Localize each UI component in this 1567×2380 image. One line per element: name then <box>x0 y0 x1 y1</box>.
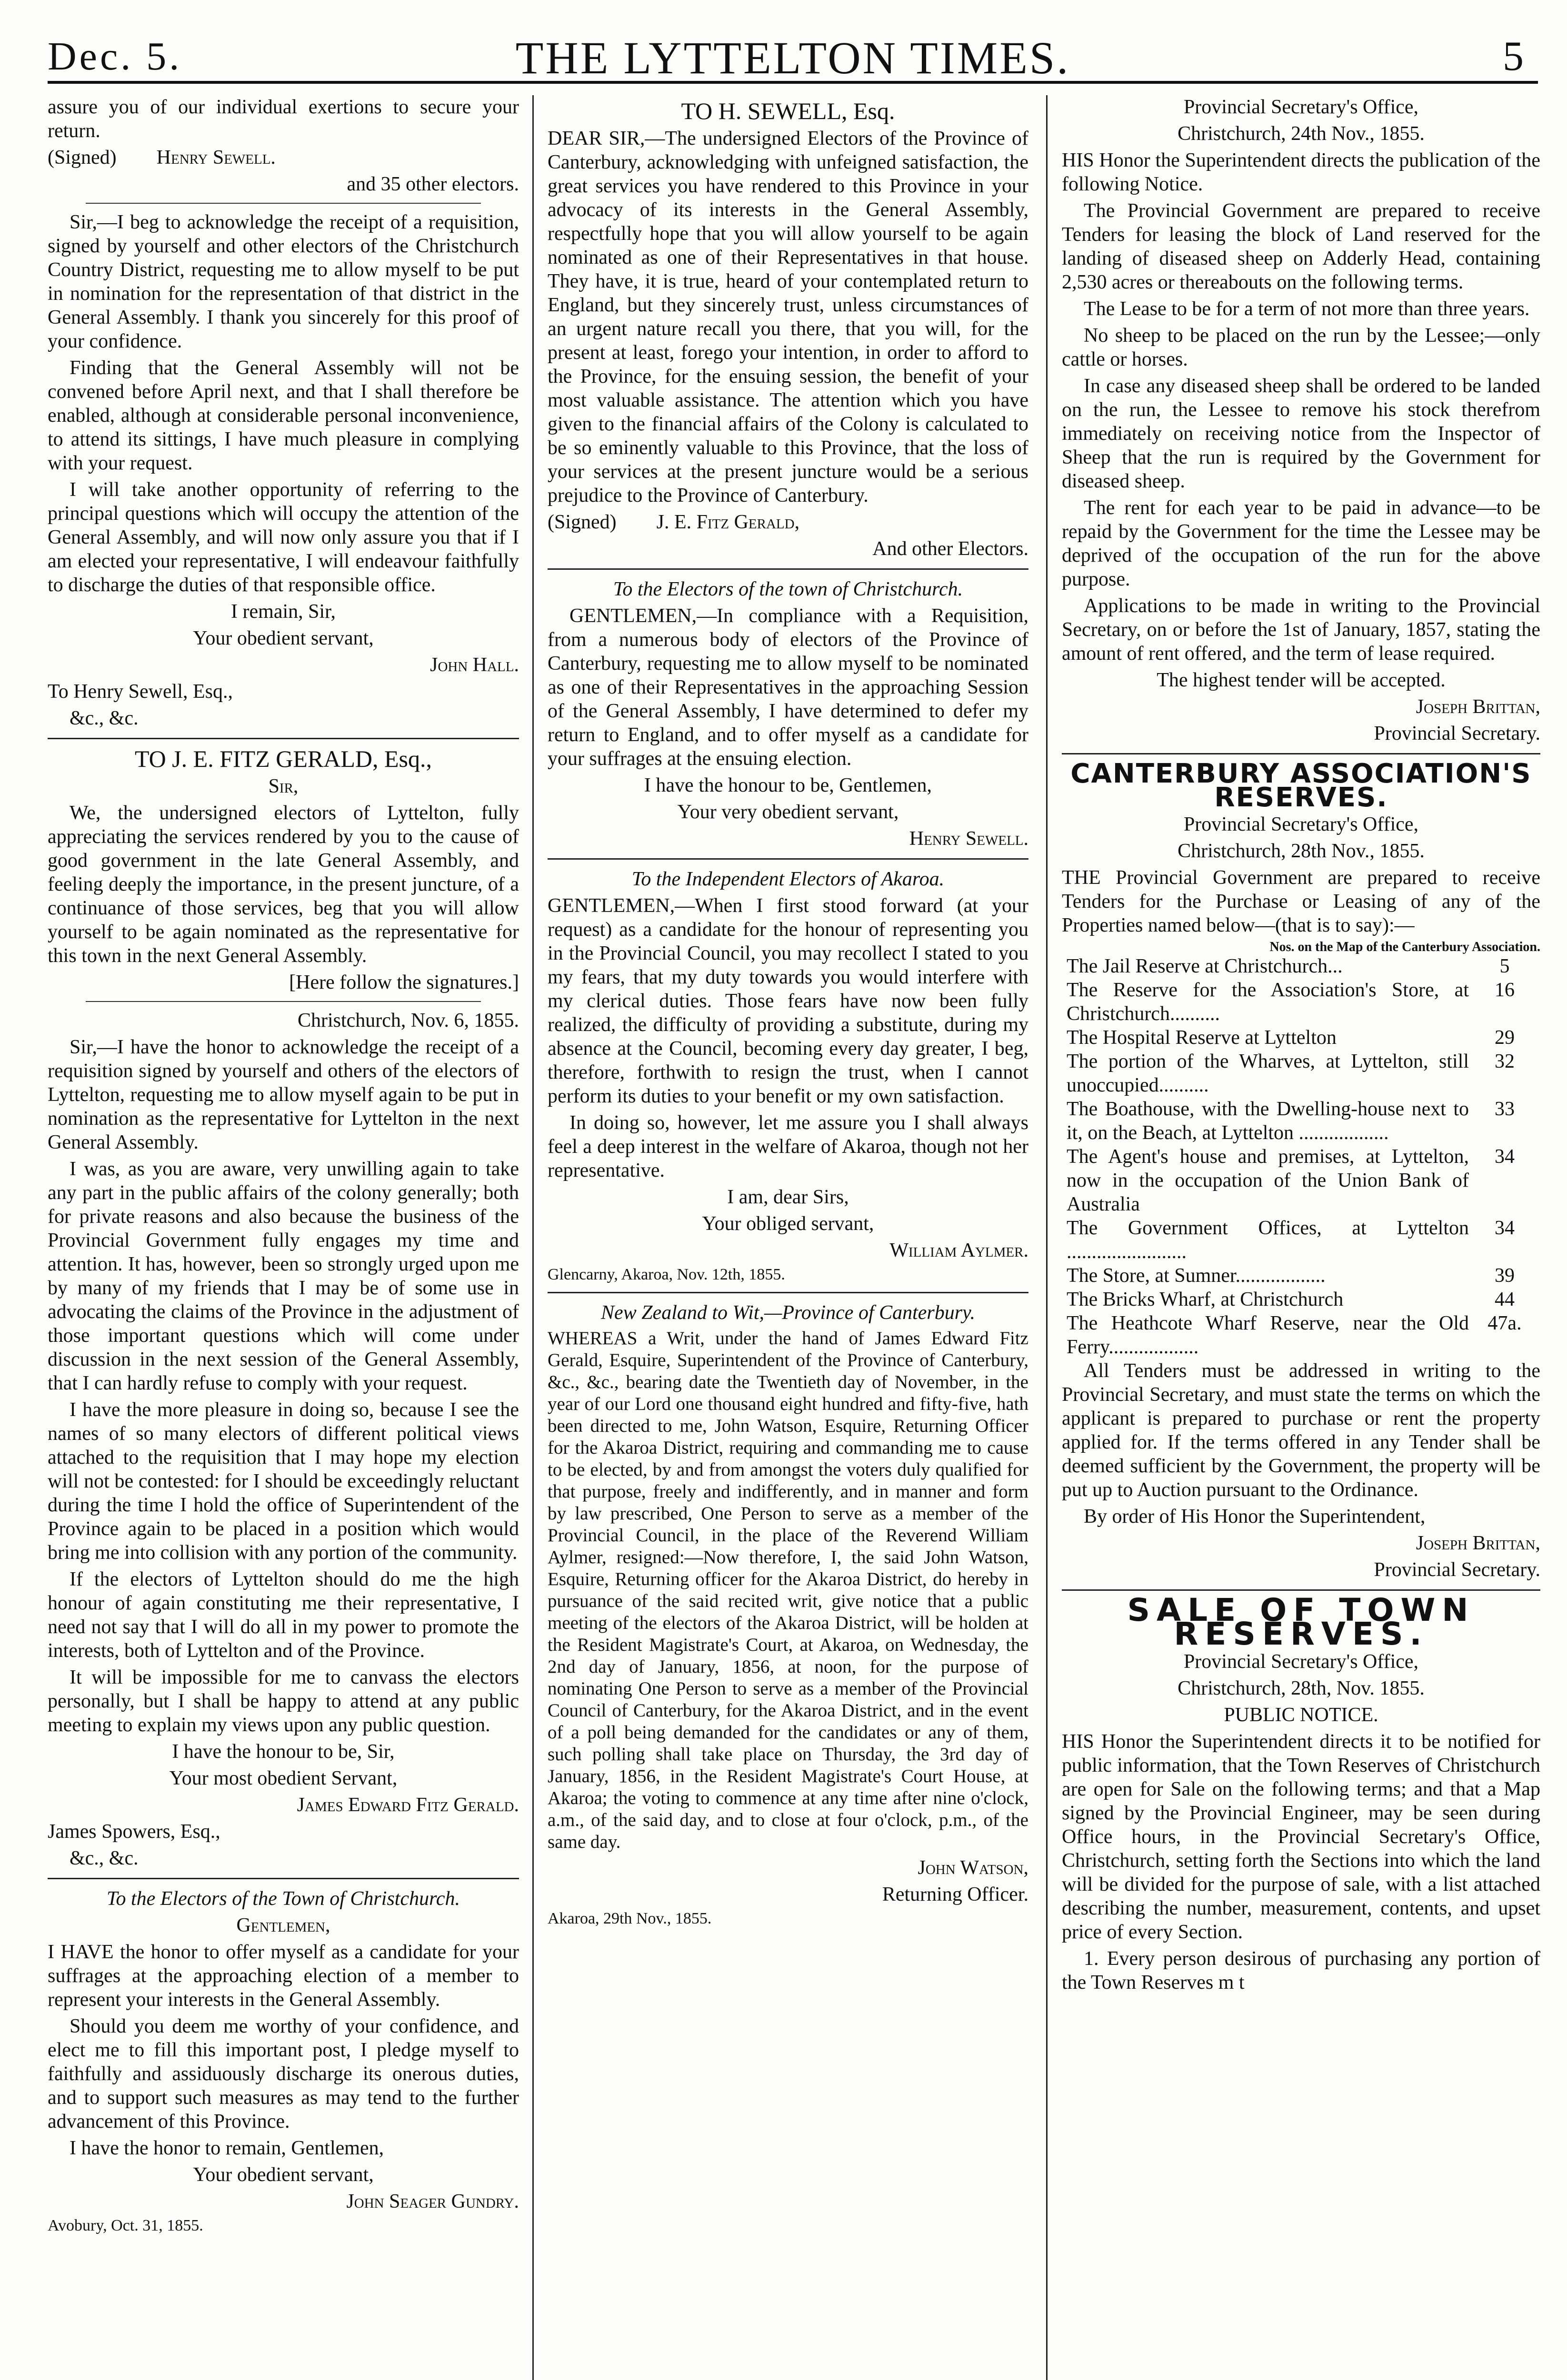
property-row <box>1062 1216 1540 1264</box>
paragraph: In case any diseased sheep shall be ordered to be landed on the run, the Lessee to remove his stock therefrom immediately on receiving notice from the Inspector of Sheep that the run is required by the Government for diseased sheep. <box>1062 375 1540 492</box>
property-row <box>1062 1311 1540 1359</box>
addressee: &c., &c. <box>70 707 139 729</box>
separator <box>48 738 519 739</box>
addressee: James Spowers, Esq., <box>48 1821 220 1843</box>
column-rule <box>532 95 534 2380</box>
dateline: Christchurch, 24th Nov., 1855. <box>1178 123 1425 145</box>
paragraph: THE Provincial Government are prepared to receive Tenders for the Purchase or Leasing of any of the Properties named below—(that is to say):— <box>1062 867 1540 936</box>
closing: I remain, Sir, <box>231 601 336 623</box>
section-heading: To the Electors of the town of Christchurch. <box>613 578 963 600</box>
signatory: John Hall. <box>430 654 519 676</box>
property-name: The Agent's house and premises, at Lyttelton, now in the occupation of the Union Bank of Australia <box>1067 1146 1469 1215</box>
signed-label: (Signed) <box>548 511 617 533</box>
column-rule <box>1046 95 1048 2380</box>
separator <box>1062 753 1540 754</box>
property-list <box>1062 954 1540 1359</box>
paragraph: No sheep to be placed on the run by the Lessee;—only cattle or horses. <box>1062 325 1540 370</box>
paragraph: assure you of our individual exertions to secure your return. <box>48 96 519 142</box>
office-line: Provincial Secretary's Office, <box>1183 96 1419 118</box>
paragraph: Applications to be made in writing to the Provincial Secretary, on or before the 1st of January, 1857, stating the amount of rent offered, and the term of lease required. <box>1062 595 1540 664</box>
paragraph: I have the more pleasure in doing so, because I see the names of so many electors of different political views attached to the requisition that I may hope my election will not be contested: for I should be exceedingly reluctant during the time I hold the office of Superintendent of the Province again to be placed in a position which would bring me into collision with any portion of the community. <box>48 1399 519 1564</box>
paragraph: GENTLEMEN,—In compliance with a Requisition, from a numerous body of electors of the Province of Canterbury, requesting me to allow myself to be nominated as one of their Representatives in the approaching Session of the General Assembly, I have determined to defer my return to England, and to offer myself as a candidate for your suffrages at the ensuing election. <box>548 605 1028 770</box>
addressee: &c., &c. <box>70 1847 139 1869</box>
paragraph: I will take another opportunity of referring to the principal questions which will occupy the attention of the General Assembly, and will now only assure you that if I am elected your representative, I will endeavour faithfully to discharge the duties of that responsible office. <box>48 479 519 596</box>
property-map-number: 34 <box>1495 1146 1515 1168</box>
property-map-number: 33 <box>1495 1098 1515 1120</box>
dateline: Christchurch, 28th, Nov. 1855. <box>1178 1677 1425 1699</box>
signatory-role: Provincial Secretary. <box>1374 723 1540 744</box>
closing: Your obliged servant, <box>702 1213 874 1235</box>
closing: I have the honour to be, Sir, <box>172 1741 395 1763</box>
paragraph: HIS Honor the Superintendent directs the publication of the following Notice. <box>1062 149 1540 195</box>
property-name: The Reserve for the Association's Store, at Christchurch.......... <box>1067 979 1469 1025</box>
section-heading: New Zealand to Wit,—Province of Canterbury. <box>601 1302 975 1324</box>
page-number: 5 <box>1503 33 1524 79</box>
property-name: The Store, at Sumner.................. <box>1067 1265 1326 1287</box>
signatory: John Watson, <box>918 1857 1028 1879</box>
signed-line <box>48 146 519 169</box>
dateline: Christchurch, 28th Nov., 1855. <box>1178 840 1425 862</box>
issue-date: Dec. 5. <box>48 34 182 79</box>
paragraph: By order of His Honor the Superintendent, <box>1084 1506 1426 1527</box>
signatory: John Seager Gundry. <box>346 2191 519 2212</box>
closing: I am, dear Sirs, <box>727 1186 849 1208</box>
dateline: Avobury, Oct. 31, 1855. <box>48 2217 203 2234</box>
signatory: Joseph Brittan, <box>1416 1532 1540 1554</box>
closing: I have the honour to be, Gentlemen, <box>644 774 932 796</box>
property-row <box>1062 1288 1540 1311</box>
newspaper-title: THE LYTTELTON TIMES. <box>515 32 1070 83</box>
section-heading: TO J. E. FITZ GERALD, Esq., <box>134 745 432 772</box>
paragraph: Sir,—I beg to acknowledge the receipt of a requisition, signed by yourself and other electors of the Christchurch Country District, requesting me to allow myself to be put in nomination for the representation of that district in the General Assembly. I thank you sincerely for this proof of your confidence. <box>48 211 519 352</box>
property-name: The Hospital Reserve at Lyttelton <box>1067 1027 1337 1049</box>
signatory: J. E. Fitz Gerald, <box>656 511 800 533</box>
signatory-others: And other Electors. <box>872 538 1028 560</box>
paragraph: All Tenders must be addressed in writing to the Provincial Secretary, and must state the terms on which the applicant is prepared to purchase or rent the property applied for. If the terms offered in any Tender shall be deemed sufficient by the Government, the property will be put up to Auction pursuant to the Ordinance. <box>1062 1360 1540 1501</box>
section-heading: TO H. SEWELL, Esq. <box>681 98 895 124</box>
salutation: Gentlemen, <box>236 1914 330 1936</box>
property-map-number: 47a. <box>1487 1312 1522 1334</box>
property-map-number: 44 <box>1495 1289 1515 1310</box>
paragraph: If the electors of Lyttelton should do me the high honour of again constituting me their representative, I need not say that I will do all in my power to promote the interests, both of Lyttelton and of the Province. <box>48 1568 519 1662</box>
dateline: Christchurch, Nov. 6, 1855. <box>297 1010 519 1031</box>
signatory-role: Returning Officer. <box>882 1884 1028 1905</box>
signatory: William Aylmer. <box>889 1240 1028 1261</box>
property-name: The Jail Reserve at Christchurch... <box>1067 955 1343 977</box>
property-map-number: 16 <box>1495 979 1515 1001</box>
separator <box>86 203 481 204</box>
section-heading: To the Electors of the Town of Christchurch. <box>106 1888 460 1910</box>
property-row <box>1062 1097 1540 1145</box>
signatory: Henry Sewell. <box>909 828 1028 850</box>
property-row <box>1062 978 1540 1026</box>
section-heading: SALE OF TOWN RESERVES. <box>1127 1592 1475 1652</box>
closing: Your obedient servant, <box>193 627 374 649</box>
property-name: The Boathouse, with the Dwelling-house next to it, on the Beach, at Lyttelton .................. <box>1067 1098 1469 1144</box>
column-2 <box>548 95 1028 2380</box>
signatory: Henry Sewell. <box>156 147 276 169</box>
salutation: Sir, <box>268 775 299 797</box>
closing: Your obedient servant, <box>193 2164 374 2186</box>
masthead <box>48 19 1538 84</box>
dateline: Akaroa, 29th Nov., 1855. <box>548 1910 712 1927</box>
paragraph: I HAVE the honor to offer myself as a candidate for your suffrages at the approaching election of a member to represent your interests in the General Assembly. <box>48 1941 519 2011</box>
notice-title: PUBLIC NOTICE. <box>1224 1704 1378 1726</box>
addressee: To Henry Sewell, Esq., <box>48 681 233 703</box>
signatory: Joseph Brittan, <box>1416 696 1540 718</box>
property-name: The Heathcote Wharf Reserve, near the Old Ferry.................. <box>1067 1312 1469 1358</box>
paragraph: The Provincial Government are prepared to receive Tenders for leasing the block of Land reserved for the landing of diseased sheep on Adderly Head, containing 2,530 acres or thereabouts on the following terms. <box>1062 200 1540 293</box>
property-name: The Government Offices, at Lyttelton ........................ <box>1067 1217 1469 1263</box>
separator <box>86 1001 481 1002</box>
paragraph: Should you deem me worthy of your confidence, and elect me to fill this important post, I pledge myself to faithfully and assiduously discharge its onerous duties, and to support such measures as may tend to the further advancement of this Province. <box>48 2015 519 2132</box>
signed-line <box>548 510 1028 534</box>
paragraph: It will be impossible for me to canvass the electors personally, but I shall be happy to attend at any public meeting to explain my views upon any public question. <box>48 1666 519 1736</box>
property-map-number: 34 <box>1495 1217 1515 1239</box>
paragraph: Sir,—I have the honor to acknowledge the receipt of a requisition signed by yourself and others of the electors of Lyttelton, requesting me to allow myself again to be put in nomination as the representative for Lyttelton in the next General Assembly. <box>48 1036 519 1153</box>
paragraph: We, the undersigned electors of Lyttelton, fully appreciating the services rendered by you to the cause of good government in the late General Assembly, and feeling deeply the importance, in the present juncture, of a continuance of those services, beg that you will allow yourself to be again nominated as the representative for this town in the next General Assembly. <box>48 802 519 967</box>
property-row <box>1062 1026 1540 1050</box>
paragraph: I was, as you are aware, very unwilling again to take any part in the public affairs of the colony generally; both for private reasons and also because the business of the Provincial Government fully engages my time and attention. It has, however, been so strongly urged upon me by many of my friends that I may be of some use in advocating the claims of the Province in the adjustment of those important questions which will come under discussion in the next session of the General Assembly, that I can hardly refuse to comply with your request. <box>48 1158 519 1394</box>
property-row <box>1062 1050 1540 1097</box>
separator <box>1062 1589 1540 1591</box>
property-map-number: 32 <box>1495 1051 1515 1072</box>
signatory-role: Provincial Secretary. <box>1374 1559 1540 1581</box>
property-map-number: 39 <box>1495 1265 1515 1287</box>
separator <box>548 568 1028 570</box>
paragraph: GENTLEMEN,—When I first stood forward (at your request) as a candidate for the honour of representing you in the Provincial Council, you may recollect I stated to you my fears, that my duty towards you would interfere with my clerical duties. Those fears have now been fully realized, the difficulty of providing a substitute, during my absence at the Council, becoming every day greater, I beg, therefore, forthwith to resign the trust, when I cannot perform its duties to your benefit or my own satisfaction. <box>548 895 1028 1107</box>
paragraph: Finding that the General Assembly will not be convened before April next, and that I shall therefore be enabled, although at considerable personal inconvenience, to attend its sittings, I have much pleasure in complying with your request. <box>48 357 519 474</box>
paragraph: The highest tender will be accepted. <box>1157 669 1446 691</box>
signatory: James Edward Fitz Gerald. <box>297 1794 519 1816</box>
section-heading: CANTERBURY ASSOCIATION'S RESERVES. <box>1070 758 1532 813</box>
office-line: Provincial Secretary's Office, <box>1183 813 1419 835</box>
property-name: The Bricks Wharf, at Christchurch <box>1067 1289 1344 1310</box>
property-name: The portion of the Wharves, at Lyttelton, still unoccupied.......... <box>1067 1051 1469 1096</box>
property-row <box>1062 954 1540 978</box>
closing: I have the honor to remain, Gentlemen, <box>70 2137 384 2159</box>
signed-label: (Signed) <box>48 147 117 169</box>
dateline: Glencarny, Akaroa, Nov. 12th, 1855. <box>548 1266 785 1283</box>
paragraph: The Lease to be for a term of not more than three years. <box>1084 298 1530 320</box>
paragraph: WHEREAS a Writ, under the hand of James Edward Fitz Gerald, Esquire, Superintendent of the Province of Canterbury, &c., &c., bearing date the Twentieth day of November, in the year of our Lord one thousand eight hundred and fifty-five, hath been directed to me, John Watson, Esquire, Returning Officer for the Akaroa District, requiring and commanding me to cause to be elected, by and from amongst the voters duly qualified for that purpose, freely and indifferently, and in manner and form by law prescribed, One Person to serve as a member of the Provincial Council, in the place of the Reverend William Aylmer, resigned:—Now therefore, I, the said John Watson, Esquire, Returning officer for the Akaroa District, do hereby in pursuance of the said recited writ, give notice that a public meeting of the electors of the Akaroa District, will be holden at the Resident Magistrate's Court, at Akaroa, on Wednesday, the 2nd day of January, 1856, at noon, for the purpose of nominating One Person to serve as a member of the Provincial Council of Canterbury, for the Akaroa District, and in the event of a poll being demanded for the candidates or any of them, such polling shall take place on Thursday, the 3rd day of January, 1856, in the Resident Magistrate's Court House, at Akaroa; the voting to commence at any time after nine o'clock, a.m., of the said day, and to close at four o'clock, p.m., of the same day. <box>548 1328 1028 1852</box>
map-column-header: Nos. on the Map of the Canterbury Association. <box>1269 940 1540 954</box>
signatures-note: [Here follow the signatures.] <box>289 972 519 993</box>
office-line: Provincial Secretary's Office, <box>1183 1651 1419 1673</box>
paragraph: HIS Honor the Superintendent directs it to be notified for public information, that the Town Reserves of Christchurch are open for Sale on the following terms; and that a Map signed by the Provincial Engineer, may be seen during Office hours, in the Provincial Secretary's Office, Christchurch, setting forth the Sections into which the land will be divided for the purpose of sale, with a list attached describing the number, measurement, contents, and upset price of every Section. <box>1062 1731 1540 1943</box>
section-heading: To the Independent Electors of Akaroa. <box>631 868 945 890</box>
paragraph: 1. Every person desirous of purchasing any portion of the Town Reserves m t <box>1062 1948 1540 1993</box>
paragraph: DEAR SIR,—The undersigned Electors of the Province of Canterbury, acknowledging with unfeigned satisfaction, the great services you have rendered to this Province in your advocacy of its interests in the General Assembly, respectfully hope that you will allow yourself to be again nominated as one of their Representatives in that house. They have, it is true, heard of your contemplated return to England, but they sincerely trust, unless circumstances of an urgent nature recall you there, that you will, for the present at least, forego your intention, in order to afford to the Province, for the ensuing session, the benefit of your most valuable assistance. The attention which you have given to the financial affairs of the Colony is calculated to be so eminently valuable to this Province, that the loss of your services at the present juncture would be a serious prejudice to the Province of Canterbury. <box>548 128 1028 506</box>
separator <box>548 858 1028 860</box>
column-3 <box>1062 95 1540 2380</box>
paragraph: The rent for each year to be paid in advance—to be repaid by the Government for the time the Lessee may be deprived of the occupation of the run for the above purpose. <box>1062 497 1540 590</box>
closing: Your very obedient servant, <box>677 801 899 823</box>
property-row <box>1062 1145 1540 1216</box>
separator <box>548 1292 1028 1293</box>
property-row <box>1062 1264 1540 1288</box>
property-map-number: 29 <box>1495 1027 1515 1049</box>
separator <box>48 1878 519 1879</box>
signatory-others: and 35 other electors. <box>347 173 519 195</box>
paragraph: In doing so, however, let me assure you I shall always feel a deep interest in the welfare of Akaroa, though not her representative. <box>548 1112 1028 1181</box>
column-1 <box>48 95 519 2380</box>
property-map-number: 5 <box>1499 955 1510 977</box>
closing: Your most obedient Servant, <box>169 1767 398 1789</box>
